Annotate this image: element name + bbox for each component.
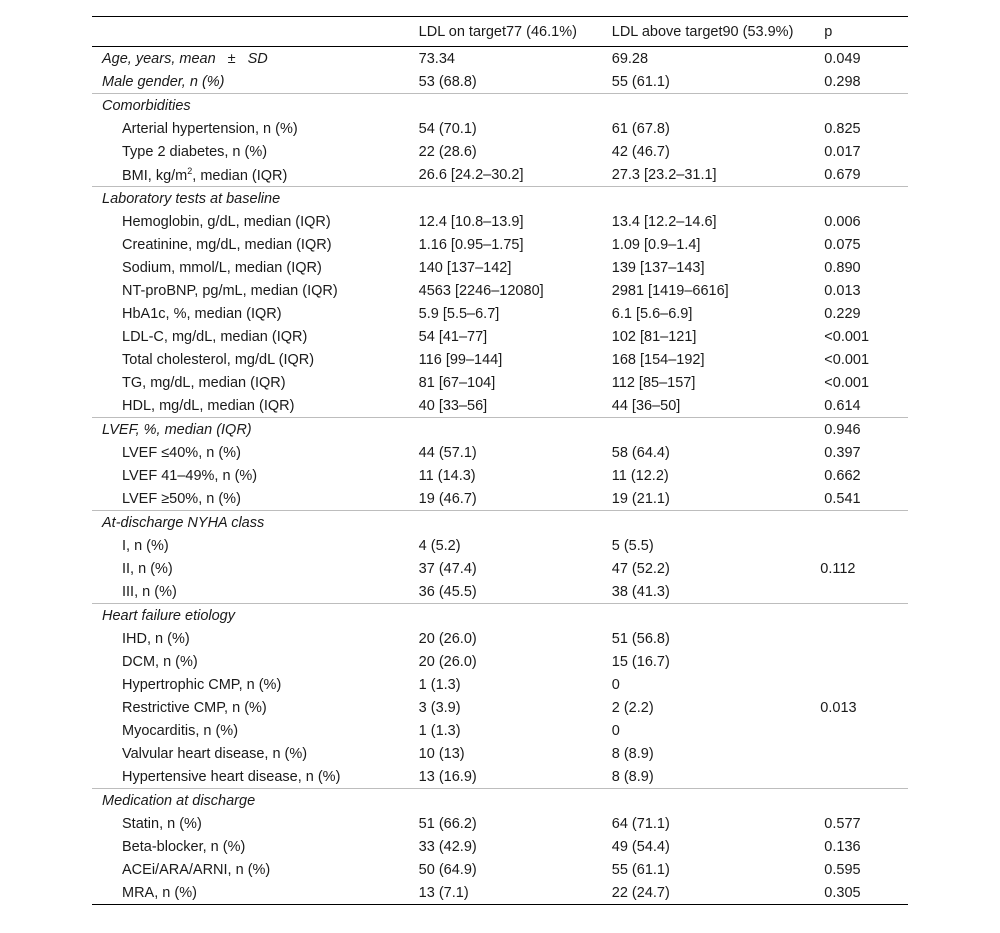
cell-above-target: 19 (21.1) — [611, 490, 670, 507]
section-row — [92, 94, 908, 118]
cell-on-target: 36 (45.5) — [418, 583, 477, 600]
cell-above-target: 51 (56.8) — [611, 630, 670, 647]
cell-on-target: 13 (7.1) — [409, 881, 602, 905]
cell-on-target: 50 (64.9) — [418, 861, 477, 878]
cell-above-target: 2981 [1419–6616] — [611, 282, 729, 299]
table-container — [92, 16, 908, 905]
cell-on-target: 22 (28.6) — [418, 143, 477, 160]
table-row — [92, 464, 908, 487]
row-label: Hypertrophic CMP, n (%) — [122, 676, 282, 693]
table-header-row — [92, 17, 908, 47]
cell-on-target: 51 (66.2) — [418, 815, 477, 832]
cell-above-target: 0 — [611, 676, 620, 693]
table-row — [92, 812, 908, 835]
cell-p: 0.013 — [824, 282, 861, 299]
section-label: At-discharge NYHA class — [92, 511, 409, 535]
cell-on-target: 81 [67–104] — [418, 374, 496, 391]
section-label: LVEF, %, median (IQR) — [92, 418, 409, 442]
row-label: NT-proBNP, pg/mL, median (IQR) — [122, 282, 338, 299]
cell-p: 0.229 — [824, 305, 861, 322]
row-label: Myocarditis, n (%) — [122, 722, 239, 739]
cell-p: <0.001 — [824, 351, 870, 368]
cell-on-target: 4563 [2246–12080] — [418, 282, 544, 299]
cell-above-target: 139 [137–143] — [611, 259, 705, 276]
cell-p: 0.679 — [824, 166, 861, 183]
cell-on-target: 53 (68.8) — [418, 73, 477, 90]
cell-above-target: 15 (16.7) — [611, 653, 670, 670]
table-row — [92, 371, 908, 394]
cell-p: 0.006 — [824, 213, 861, 230]
table-row — [92, 325, 908, 348]
table-row — [92, 650, 908, 673]
row-label: Creatinine, mg/dL, median (IQR) — [122, 236, 332, 253]
cell-above-target: 6.1 [5.6–6.9] — [611, 305, 693, 322]
row-label: BMI, $kg/m^2$, median (IQR) — [122, 165, 288, 184]
row-label: Hypertensive heart disease, n (%) — [122, 768, 341, 785]
section-row — [92, 511, 908, 535]
cell-p: 0.595 — [824, 861, 861, 878]
row-label: Arterial hypertension, n (%) — [122, 120, 298, 137]
cell-above-target: 27.3 [23.2–31.1] — [611, 166, 717, 183]
header-ldl-on-target: LDL on target77 (46.1%) — [409, 17, 602, 47]
cell-on-target: 54 [41–77] — [418, 328, 488, 345]
cell-above-target: 44 [36–50] — [611, 397, 681, 414]
row-label: Statin, n (%) — [122, 815, 202, 832]
cell-p: 0.946 — [814, 418, 908, 442]
table-row — [92, 673, 908, 696]
header-ldl-above-target: LDL above target90 (53.9%) — [602, 17, 815, 47]
table-row — [92, 835, 908, 858]
row-label: Type 2 diabetes, n (%) — [122, 143, 268, 160]
cell-on-target: 54 (70.1) — [418, 120, 477, 137]
cell-on-target: 73.34 — [418, 50, 455, 67]
header-label — [92, 17, 409, 47]
table-row — [92, 765, 908, 789]
row-label: Valvular heart disease, n (%) — [122, 745, 308, 762]
cell-above-target: 64 (71.1) — [611, 815, 670, 832]
table-row — [92, 163, 908, 187]
cell-above-target: 38 (41.3) — [611, 583, 670, 600]
row-label: DCM, n (%) — [122, 653, 198, 670]
section-row — [92, 418, 908, 442]
row-label: IHD, n (%) — [122, 630, 190, 647]
section-row — [92, 187, 908, 211]
cell-p: 0.136 — [824, 838, 861, 855]
cell-p: <0.001 — [824, 328, 870, 345]
baseline-characteristics-table — [92, 16, 908, 905]
header-p-value: p — [814, 17, 908, 47]
table-row — [92, 279, 908, 302]
cell-above-target: 49 (54.4) — [611, 838, 670, 855]
row-label: Sodium, mmol/L, median (IQR) — [122, 259, 322, 276]
cell-on-target: 33 (42.9) — [418, 838, 477, 855]
cell-above-target: 69.28 — [611, 50, 649, 67]
table-row — [92, 210, 908, 233]
table-row — [92, 47, 908, 71]
cell-on-target: 116 [99–144] — [418, 351, 503, 368]
table-row — [92, 858, 908, 881]
cell-p-merged: 0.112 — [820, 560, 856, 577]
table-row — [92, 302, 908, 325]
table-row — [92, 719, 908, 742]
cell-p: 0.890 — [824, 259, 861, 276]
table-row — [92, 696, 908, 719]
cell-on-target: 1 (1.3) — [418, 676, 461, 693]
table-row — [92, 580, 908, 604]
cell-p: 0.075 — [824, 236, 861, 253]
cell-on-target: 5.9 [5.5–6.7] — [418, 305, 500, 322]
cell-above-target: 55 (61.1) — [611, 861, 670, 878]
cell-p: 0.017 — [824, 143, 861, 160]
table-row — [92, 441, 908, 464]
row-label: HbA1c, %, median (IQR) — [122, 305, 282, 322]
table-row — [92, 233, 908, 256]
row-label: HDL, mg/dL, median (IQR) — [122, 397, 295, 414]
section-label: Heart failure etiology — [92, 604, 409, 628]
table-row — [92, 534, 908, 557]
row-label: MRA, n (%) — [92, 881, 409, 905]
cell-p-merged: 0.013 — [820, 699, 857, 716]
table-row — [92, 348, 908, 371]
table-row — [92, 487, 908, 511]
cell-above-target: 61 (67.8) — [611, 120, 670, 137]
row-label: TG, mg/dL, median (IQR) — [122, 374, 286, 391]
table-row — [92, 117, 908, 140]
cell-above-target: 47 (52.2) — [611, 560, 670, 577]
cell-p: 0.614 — [824, 397, 861, 414]
cell-on-target: 26.6 [24.2–30.2] — [418, 166, 524, 183]
row-label: LVEF ≥50%, n (%) — [122, 490, 241, 507]
cell-on-target: 37 (47.4) — [418, 560, 477, 577]
cell-on-target: 13 (16.9) — [418, 768, 477, 785]
cell-above-target: 13.4 [12.2–14.6] — [611, 213, 717, 230]
cell-above-target: 5 (5.5) — [611, 537, 654, 554]
row-label: Total cholesterol, mg/dL (IQR) — [122, 351, 315, 368]
cell-p: 0.577 — [824, 815, 861, 832]
section-label: Comorbidities — [92, 94, 409, 118]
row-label: II, n (%) — [122, 560, 173, 577]
cell-above-target: 11 (12.2) — [611, 467, 669, 484]
row-label: Beta-blocker, n (%) — [122, 838, 246, 855]
cell-above-target: 8 (8.9) — [611, 745, 654, 762]
row-label: LDL-C, mg/dL, median (IQR) — [122, 328, 308, 345]
cell-on-target: 10 (13) — [418, 745, 465, 762]
cell-above-target: 0 — [611, 722, 620, 739]
row-label: Age, years, mean ± SD — [102, 50, 268, 67]
cell-above-target: 58 (64.4) — [611, 444, 670, 461]
section-row — [92, 604, 908, 628]
row-label: LVEF ≤40%, n (%) — [122, 444, 241, 461]
cell-on-target: 3 (3.9) — [418, 699, 461, 716]
cell-p: 0.305 — [814, 881, 908, 905]
table-row — [92, 557, 908, 580]
cell-above-target: 22 (24.7) — [602, 881, 815, 905]
cell-above-target: 42 (46.7) — [611, 143, 670, 160]
row-label: Male gender, n (%) — [102, 73, 225, 90]
cell-on-target: 20 (26.0) — [418, 653, 477, 670]
cell-p: 0.541 — [824, 490, 861, 507]
row-label: Restrictive CMP, n (%) — [122, 699, 267, 716]
cell-above-target: 102 [81–121] — [611, 328, 697, 345]
row-label: III, n (%) — [122, 583, 177, 600]
cell-on-target: 1 (1.3) — [418, 722, 461, 739]
cell-on-target: 1.16 [0.95–1.75] — [418, 236, 524, 253]
cell-on-target: 140 [137–142] — [418, 259, 512, 276]
cell-p: 0.397 — [824, 444, 861, 461]
cell-on-target: 19 (46.7) — [418, 490, 477, 507]
cell-p: 0.049 — [824, 50, 861, 67]
cell-p: 0.825 — [824, 120, 861, 137]
cell-on-target: 4 (5.2) — [418, 537, 461, 554]
row-label: ACEi/ARA/ARNI, n (%) — [122, 861, 271, 878]
cell-above-target: 8 (8.9) — [611, 768, 654, 785]
cell-on-target: 11 (14.3) — [418, 467, 476, 484]
section-row — [92, 789, 908, 813]
row-label: LVEF 41–49%, n (%) — [122, 467, 258, 484]
cell-p: 0.662 — [824, 467, 861, 484]
cell-above-target: 1.09 [0.9–1.4] — [611, 236, 701, 253]
cell-above-target: 112 [85–157] — [611, 374, 696, 391]
cell-on-target: 44 (57.1) — [418, 444, 477, 461]
table-row — [92, 627, 908, 650]
cell-above-target: 55 (61.1) — [611, 73, 670, 90]
table-row — [92, 394, 908, 418]
cell-on-target: 12.4 [10.8–13.9] — [418, 213, 524, 230]
cell-on-target: 40 [33–56] — [418, 397, 488, 414]
cell-above-target: 168 [154–192] — [611, 351, 705, 368]
section-label: Medication at discharge — [92, 789, 409, 813]
table-row — [92, 140, 908, 163]
cell-p: <0.001 — [824, 374, 870, 391]
section-label: Laboratory tests at baseline — [92, 187, 409, 211]
table-row — [92, 70, 908, 94]
cell-p: 0.298 — [824, 73, 861, 90]
table-row — [92, 256, 908, 279]
row-label: Hemoglobin, g/dL, median (IQR) — [122, 213, 331, 230]
table-row — [92, 742, 908, 765]
table-row — [92, 881, 908, 905]
row-label: I, n (%) — [122, 537, 169, 554]
cell-on-target: 20 (26.0) — [418, 630, 477, 647]
cell-above-target: 2 (2.2) — [611, 699, 654, 716]
